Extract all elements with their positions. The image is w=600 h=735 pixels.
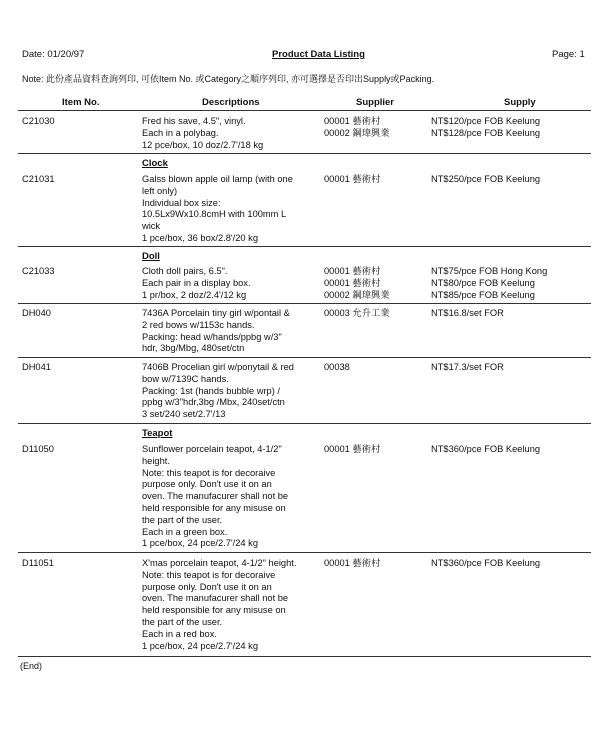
column-header-supply: Supply — [504, 97, 536, 108]
supplier-cell — [324, 308, 390, 320]
description-line: Cloth doll pairs, 6.5". — [142, 266, 228, 276]
supply-line: NT$360/pce FOB Keelung — [431, 558, 541, 568]
supplier-cell — [324, 116, 390, 140]
desc-cell — [142, 174, 293, 245]
description-line: 1 pce/box, 24 pce/2.7'/24 kg — [142, 538, 259, 549]
description-line: Note: this teapot is for decoraive — [142, 467, 276, 478]
supplier-cell — [324, 444, 380, 456]
description-line: purpose only. Don't use it on an — [142, 479, 272, 490]
row-separator — [18, 357, 591, 358]
description-line: ppbg w/3"hdr,3bg /Mbx, 240set/ctn — [142, 397, 285, 408]
description-line: Packing: head w/hands/ppbg w/3" — [142, 331, 282, 342]
category-heading: Clock — [142, 158, 168, 169]
description-line: X'mas porcelain teapot, 4-1/2" height. — [142, 558, 297, 568]
description-line: Fred his save, 4.5", vinyl. — [142, 116, 246, 126]
supply-cell — [431, 116, 540, 140]
supply-line: NT$128/pce FOB Keelung — [431, 127, 541, 138]
supply-line: NT$360/pce FOB Keelung — [431, 444, 541, 454]
supplier-line: 00002 鋼瑋興業 — [324, 289, 390, 300]
row-separator — [18, 423, 591, 424]
row-separator — [18, 153, 591, 154]
column-header-item: Item No. — [62, 97, 100, 108]
description-line: 7436A Porcelain tiny girl w/pontail & — [142, 308, 290, 318]
description-line: the part of the user. — [142, 616, 223, 627]
row-separator — [18, 246, 591, 247]
supplier-line: 00002 鋼瑋興業 — [324, 127, 390, 138]
supplier-cell — [324, 558, 380, 570]
supply-cell — [431, 362, 504, 374]
column-header-descriptions: Descriptions — [202, 97, 260, 108]
desc-cell — [142, 558, 296, 652]
end-marker: (End) — [20, 661, 43, 671]
description-line: Each in a green box. — [142, 526, 228, 537]
supply-line: NT$75/pce FOB Hong Kong — [431, 266, 548, 276]
description-line: Each in a red box. — [142, 628, 217, 639]
supply-cell — [431, 266, 547, 301]
description-line: Note: this teapot is for decoraive — [142, 569, 276, 580]
item-number: C21031 — [22, 174, 55, 184]
category-heading: Teapot — [142, 428, 173, 439]
supply-cell — [431, 174, 540, 186]
note-text: Note: 此份產品資料查詢列印, 可依Item No. 或Category之順序列印, 亦可選擇是否印出Supply或Packing. — [22, 74, 435, 84]
description-line: hdr, 3bg/Mbg, 480set/ctn — [142, 343, 245, 354]
supply-line: NT$250/pce FOB Keelung — [431, 174, 541, 184]
description-line: 1 pce/box, 36 box/2.8'/20 kg — [142, 232, 259, 243]
supply-line: NT$17.3/set FOR — [431, 362, 504, 372]
supplier-line: 00001 藝術村 — [324, 277, 381, 288]
description-line: left only) — [142, 185, 178, 196]
supply-cell — [431, 308, 504, 320]
column-header-supplier: Supplier — [356, 97, 395, 108]
description-line: 1 pce/box, 24 pce/2.7'/24 kg — [142, 640, 259, 651]
description-line: Sunflower porcelain teapot, 4-1/2" — [142, 444, 282, 454]
description-line: 3 set/240 set/2.7'/13 — [142, 409, 226, 420]
description-line: the part of the user. — [142, 514, 223, 525]
description-line: Packing: 1st (hands bubble wrp) / — [142, 385, 280, 396]
description-line: oven. The manufacurer shall not be — [142, 593, 289, 604]
supplier-line: 00001 藝術村 — [324, 444, 381, 454]
description-line: Each pair in a display box. — [142, 277, 251, 288]
listing-date: Date: 01/20/97 — [22, 49, 85, 60]
description-line: 10.5Lx9Wx10.8cmH with 100mm L — [142, 209, 287, 220]
row-separator — [18, 303, 591, 304]
supplier-line: 00001 藝術村 — [324, 558, 381, 568]
desc-cell — [142, 308, 290, 355]
item-number: D11050 — [22, 444, 54, 454]
description-line: held responsible for any misuse on — [142, 502, 286, 513]
description-line: oven. The manufacurer shall not be — [142, 491, 289, 502]
supply-line: NT$16.8/set FOR — [431, 308, 504, 318]
desc-cell — [142, 444, 288, 550]
desc-cell — [142, 116, 263, 151]
supply-line: NT$80/pce FOB Keelung — [431, 277, 535, 288]
supplier-line: 00001 藝術村 — [324, 174, 381, 184]
page-title: Product Data Listing — [272, 49, 365, 60]
supplier-cell — [324, 174, 380, 186]
description-line: purpose only. Don't use it on an — [142, 581, 272, 592]
item-number: DH040 — [22, 308, 51, 318]
description-line: 2 red bows w/1153c hands. — [142, 319, 255, 330]
supplier-cell — [324, 266, 390, 301]
row-separator — [18, 656, 591, 657]
description-line: Each in a polybag. — [142, 127, 219, 138]
page-number: Page: 1 — [552, 49, 585, 60]
item-number: C21033 — [22, 266, 55, 276]
header-rule — [18, 110, 591, 111]
description-line: wick — [142, 221, 161, 232]
supplier-line: 00001 藝術村 — [324, 116, 381, 126]
row-separator — [18, 552, 591, 553]
supplier-cell — [324, 362, 350, 374]
description-line: Galss blown apple oil lamp (with one — [142, 174, 293, 184]
supplier-line: 00001 藝術村 — [324, 266, 381, 276]
supply-line: NT$85/pce FOB Keelung — [431, 289, 535, 300]
supplier-line: 00003 允升工業 — [324, 308, 390, 318]
description-line: height. — [142, 455, 170, 466]
desc-cell — [142, 266, 251, 301]
description-line: held responsible for any misuse on — [142, 605, 286, 616]
item-number: DH041 — [22, 362, 51, 372]
description-line: bow w/7139C hands. — [142, 373, 229, 384]
category-heading: Doll — [142, 251, 160, 262]
description-line: 12 pce/box, 10 doz/2.7'/18 kg — [142, 139, 264, 150]
supply-cell — [431, 444, 540, 456]
item-number: C21030 — [22, 116, 55, 126]
supply-cell — [431, 558, 540, 570]
description-line: 1 pr/box, 2 doz/2.4'/12 kg — [142, 289, 247, 300]
supplier-line: 00038 — [324, 362, 350, 372]
desc-cell — [142, 362, 294, 421]
item-number: D11051 — [22, 558, 54, 568]
description-line: 7406B Procelian girl w/ponytail & red — [142, 362, 294, 372]
supply-line: NT$120/pce FOB Keelung — [431, 116, 541, 126]
description-line: Individual box size: — [142, 197, 221, 208]
